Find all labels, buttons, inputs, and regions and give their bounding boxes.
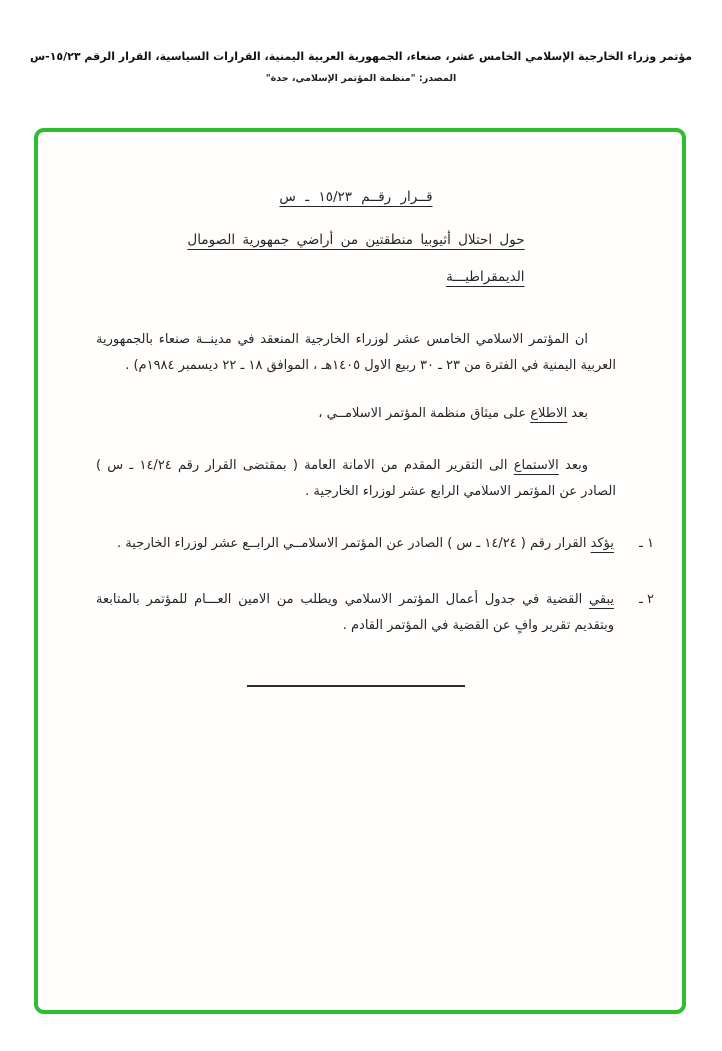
citation-line: مؤتمر وزراء الخارجية الإسلامي الخامس عشر، صنعاء، الجمهورية العربية اليمنية، القرارات السياسية، القرار الرقم ١٥/٢٣-س — [29, 50, 693, 63]
item-2-lead: يبقي — [589, 592, 614, 607]
citation-header — [0, 50, 722, 84]
resolution-title-block — [96, 184, 616, 291]
item-1-rest: القرار رقم ( ١٤/٢٤ ـ س ) الصادر عن المؤتمر الاسلامــي الرابــع عشر لوزراء الخارجية . — [117, 536, 591, 551]
clause2-underlined: الاستماع — [513, 458, 559, 473]
clause1-pre: بعد — [567, 406, 588, 421]
clause-having-reviewed — [96, 401, 616, 427]
clause2-pre: وبعد — [558, 458, 588, 473]
clause-having-heard — [96, 453, 616, 505]
operative-item-2 — [96, 587, 654, 639]
resolution-subject — [187, 227, 524, 291]
item-1-text — [96, 531, 614, 557]
clause2-rest: الى التقرير المقدم من الامانة العامة ( بمقتضى القرار رقم ١٤/٢٤ ـ س ) الصادر عن المؤتمر الاسلامي الرابع عشر لوزراء الخارجية . — [96, 458, 616, 499]
scanned-document-content — [38, 132, 682, 687]
resolution-number-row — [96, 184, 616, 227]
item-1-lead: يؤكد — [590, 536, 614, 551]
preamble-paragraph: ان المؤتمر الاسلامي الخامس عشر لوزراء الخارجية المنعقد في مدينــة صنعاء بالجمهورية العربية اليمنية في الفترة من ٢٣ ـ ٣٠ ربيع الاول ١٤٠٥هـ ، الموافق ١٨ ـ ٢٢ ديسمبر ١٩٨٤م) . — [96, 332, 616, 373]
subject-line-2-row — [187, 264, 524, 291]
source-line: المصدر: "منظمة المؤتمر الإسلامي، جدة" — [265, 73, 457, 84]
subject-line-1: حول احتلال أثيوبيا منطقتين من أراضي جمهورية الصومال — [187, 232, 525, 248]
clause1-rest: على ميثاق منظمة المؤتمر الاسلامــي ، — [318, 406, 531, 421]
subject-line-2: الديمقراطيـــة — [446, 269, 525, 285]
item-2-number: ٢ ـ — [639, 592, 654, 607]
item-1-number: ١ ـ — [639, 536, 654, 551]
closing-rule — [247, 685, 465, 687]
resolution-number: قــرار رقــم ١٥/٢٣ ـ س — [279, 189, 433, 205]
item-2-rest: القضية في جدول أعمال المؤتمر الاسلامي ويطلب من الامين العـــام للمؤتمر بالمتابعة وبتقديم تقرير وافٍ عن القضية في المؤتمر القادم . — [96, 592, 614, 633]
scanned-document-frame — [34, 128, 686, 1014]
clause1-underlined: الاطلاع — [530, 406, 568, 421]
operative-item-1 — [96, 531, 654, 557]
item-2-text — [96, 587, 614, 639]
